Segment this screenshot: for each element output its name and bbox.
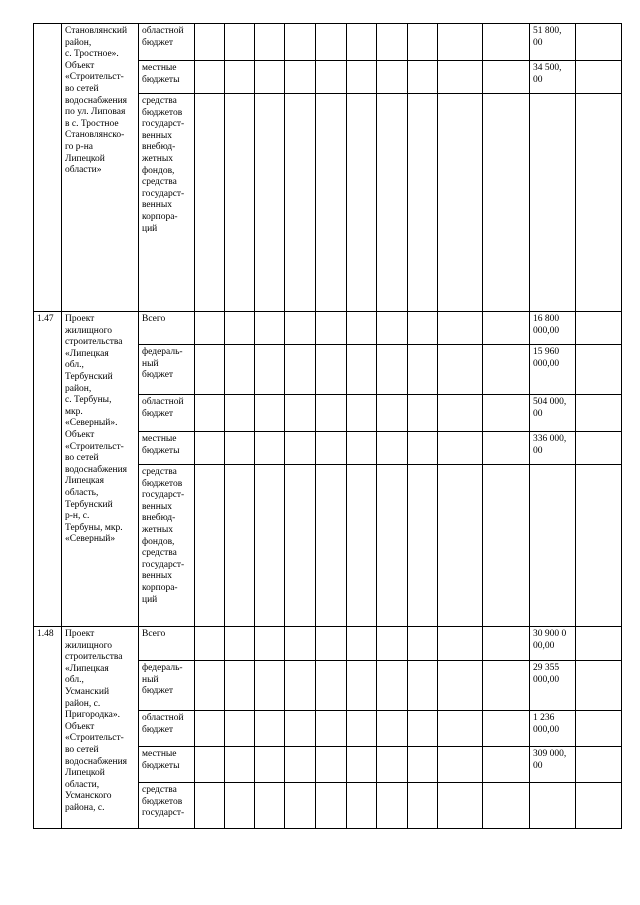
- empty-cell: [285, 432, 316, 465]
- empty-cell: [316, 711, 347, 747]
- empty-cell: [377, 747, 408, 783]
- empty-cell: [225, 465, 255, 627]
- empty-cell: [285, 395, 316, 432]
- empty-cell: [438, 345, 483, 395]
- empty-cell: [285, 661, 316, 711]
- empty-cell: [483, 345, 530, 395]
- empty-cell: [408, 627, 438, 661]
- empty-cell: [576, 312, 622, 345]
- amount: [530, 94, 576, 312]
- empty-cell: [195, 24, 225, 61]
- item-number: 1.48: [34, 627, 62, 829]
- amount: 30 900 0 00,00: [530, 627, 576, 661]
- empty-cell: [255, 432, 285, 465]
- empty-cell: [483, 661, 530, 711]
- empty-cell: [316, 465, 347, 627]
- amount: 504 000, 00: [530, 395, 576, 432]
- empty-cell: [195, 627, 225, 661]
- empty-cell: [483, 312, 530, 345]
- amount: 16 800 000,00: [530, 312, 576, 345]
- empty-cell: [255, 24, 285, 61]
- program-table: [33, 23, 622, 829]
- empty-cell: [316, 661, 347, 711]
- empty-cell: [576, 395, 622, 432]
- empty-cell: [438, 395, 483, 432]
- empty-cell: [195, 465, 225, 627]
- empty-cell: [483, 432, 530, 465]
- empty-cell: [377, 432, 408, 465]
- empty-cell: [347, 312, 377, 345]
- empty-cell: [347, 395, 377, 432]
- empty-cell: [316, 747, 347, 783]
- empty-cell: [377, 94, 408, 312]
- empty-cell: [483, 627, 530, 661]
- empty-cell: [576, 465, 622, 627]
- empty-cell: [195, 61, 225, 94]
- funding-source: средства бюджетов государст- венных внебюд- жетных фондов, средства государст- венных корпора- ций: [139, 94, 195, 312]
- empty-cell: [285, 312, 316, 345]
- empty-cell: [438, 61, 483, 94]
- empty-cell: [255, 94, 285, 312]
- amount: 336 000, 00: [530, 432, 576, 465]
- empty-cell: [408, 94, 438, 312]
- funding-source: местные бюджеты: [139, 747, 195, 783]
- empty-cell: [195, 94, 225, 312]
- empty-cell: [377, 312, 408, 345]
- empty-cell: [255, 627, 285, 661]
- empty-cell: [377, 395, 408, 432]
- amount: 15 960 000,00: [530, 345, 576, 395]
- empty-cell: [408, 783, 438, 829]
- empty-cell: [576, 61, 622, 94]
- empty-cell: [408, 24, 438, 61]
- empty-cell: [225, 395, 255, 432]
- empty-cell: [377, 711, 408, 747]
- project-name: Становлянский район, с. Тростное». Объект «Строительст- во сетей водоснабжения по ул. Липовая в с. Тростное Становлянско- го р-на Липецкой области»: [62, 24, 139, 312]
- empty-cell: [408, 711, 438, 747]
- funding-source: федераль- ный бюджет: [139, 345, 195, 395]
- empty-cell: [576, 711, 622, 747]
- funding-source: областной бюджет: [139, 24, 195, 61]
- empty-cell: [347, 661, 377, 711]
- empty-cell: [225, 783, 255, 829]
- empty-cell: [347, 465, 377, 627]
- amount: [530, 465, 576, 627]
- empty-cell: [225, 94, 255, 312]
- funding-source: областной бюджет: [139, 395, 195, 432]
- empty-cell: [195, 747, 225, 783]
- empty-cell: [347, 783, 377, 829]
- empty-cell: [316, 94, 347, 312]
- empty-cell: [255, 783, 285, 829]
- empty-cell: [483, 94, 530, 312]
- empty-cell: [483, 465, 530, 627]
- empty-cell: [285, 61, 316, 94]
- empty-cell: [225, 627, 255, 661]
- empty-cell: [347, 61, 377, 94]
- empty-cell: [483, 747, 530, 783]
- empty-cell: [225, 312, 255, 345]
- empty-cell: [195, 711, 225, 747]
- funding-source: средства бюджетов государст-: [139, 783, 195, 829]
- amount: 51 800, 00: [530, 24, 576, 61]
- empty-cell: [347, 747, 377, 783]
- empty-cell: [285, 345, 316, 395]
- empty-cell: [285, 465, 316, 627]
- empty-cell: [255, 711, 285, 747]
- empty-cell: [195, 395, 225, 432]
- amount: 309 000, 00: [530, 747, 576, 783]
- empty-cell: [377, 661, 408, 711]
- empty-cell: [195, 783, 225, 829]
- empty-cell: [195, 661, 225, 711]
- empty-cell: [438, 94, 483, 312]
- empty-cell: [285, 711, 316, 747]
- empty-cell: [483, 783, 530, 829]
- empty-cell: [408, 395, 438, 432]
- empty-cell: [255, 465, 285, 627]
- empty-cell: [408, 345, 438, 395]
- item-number: [34, 24, 62, 312]
- empty-cell: [576, 432, 622, 465]
- amount: 34 500, 00: [530, 61, 576, 94]
- empty-cell: [408, 432, 438, 465]
- funding-source: местные бюджеты: [139, 432, 195, 465]
- empty-cell: [576, 94, 622, 312]
- empty-cell: [225, 432, 255, 465]
- empty-cell: [483, 395, 530, 432]
- empty-cell: [285, 24, 316, 61]
- amount: 1 236 000,00: [530, 711, 576, 747]
- amount: 29 355 000,00: [530, 661, 576, 711]
- empty-cell: [408, 747, 438, 783]
- empty-cell: [255, 312, 285, 345]
- empty-cell: [438, 783, 483, 829]
- empty-cell: [195, 345, 225, 395]
- empty-cell: [285, 94, 316, 312]
- empty-cell: [347, 24, 377, 61]
- empty-cell: [483, 711, 530, 747]
- empty-cell: [408, 61, 438, 94]
- empty-cell: [377, 24, 408, 61]
- empty-cell: [255, 747, 285, 783]
- empty-cell: [576, 627, 622, 661]
- empty-cell: [377, 783, 408, 829]
- empty-cell: [408, 312, 438, 345]
- empty-cell: [377, 61, 408, 94]
- empty-cell: [316, 24, 347, 61]
- empty-cell: [408, 465, 438, 627]
- empty-cell: [576, 24, 622, 61]
- funding-source: областной бюджет: [139, 711, 195, 747]
- empty-cell: [285, 627, 316, 661]
- empty-cell: [316, 783, 347, 829]
- empty-cell: [377, 345, 408, 395]
- empty-cell: [438, 312, 483, 345]
- empty-cell: [576, 661, 622, 711]
- empty-cell: [438, 465, 483, 627]
- project-name: Проект жилищного строительства «Липецкая обл., Усманский район, с. Пригородка». Объект «Строительст- во сетей водоснабжения Липецкой области, Усманского района, с.: [62, 627, 139, 829]
- empty-cell: [316, 432, 347, 465]
- empty-cell: [195, 432, 225, 465]
- amount: [530, 783, 576, 829]
- empty-cell: [347, 711, 377, 747]
- empty-cell: [438, 661, 483, 711]
- empty-cell: [377, 465, 408, 627]
- empty-cell: [316, 345, 347, 395]
- empty-cell: [408, 661, 438, 711]
- empty-cell: [225, 711, 255, 747]
- empty-cell: [438, 24, 483, 61]
- empty-cell: [438, 711, 483, 747]
- empty-cell: [483, 61, 530, 94]
- empty-cell: [255, 61, 285, 94]
- empty-cell: [316, 312, 347, 345]
- empty-cell: [438, 747, 483, 783]
- empty-cell: [438, 627, 483, 661]
- empty-cell: [195, 312, 225, 345]
- empty-cell: [347, 345, 377, 395]
- empty-cell: [377, 627, 408, 661]
- funding-source: федераль- ный бюджет: [139, 661, 195, 711]
- empty-cell: [225, 61, 255, 94]
- empty-cell: [316, 627, 347, 661]
- empty-cell: [255, 395, 285, 432]
- empty-cell: [285, 783, 316, 829]
- empty-cell: [225, 661, 255, 711]
- empty-cell: [347, 627, 377, 661]
- empty-cell: [225, 747, 255, 783]
- funding-source: средства бюджетов государст- венных внебюд- жетных фондов, средства государст- венных корпора- ций: [139, 465, 195, 627]
- empty-cell: [576, 747, 622, 783]
- empty-cell: [225, 24, 255, 61]
- funding-source: местные бюджеты: [139, 61, 195, 94]
- empty-cell: [225, 345, 255, 395]
- empty-cell: [347, 432, 377, 465]
- empty-cell: [576, 345, 622, 395]
- empty-cell: [316, 61, 347, 94]
- empty-cell: [347, 94, 377, 312]
- empty-cell: [316, 395, 347, 432]
- funding-source: Всего: [139, 312, 195, 345]
- empty-cell: [285, 747, 316, 783]
- funding-source: Всего: [139, 627, 195, 661]
- empty-cell: [483, 24, 530, 61]
- item-number: 1.47: [34, 312, 62, 627]
- empty-cell: [438, 432, 483, 465]
- project-name: Проект жилищного строительства «Липецкая обл., Тербунский район, с. Тербуны, мкр. «Северный». Объект «Строительст- во сетей водоснабжения Липецкая область, Тербунский р-н, с. Тербуны, мкр. «Северный»: [62, 312, 139, 627]
- empty-cell: [255, 661, 285, 711]
- empty-cell: [576, 783, 622, 829]
- empty-cell: [255, 345, 285, 395]
